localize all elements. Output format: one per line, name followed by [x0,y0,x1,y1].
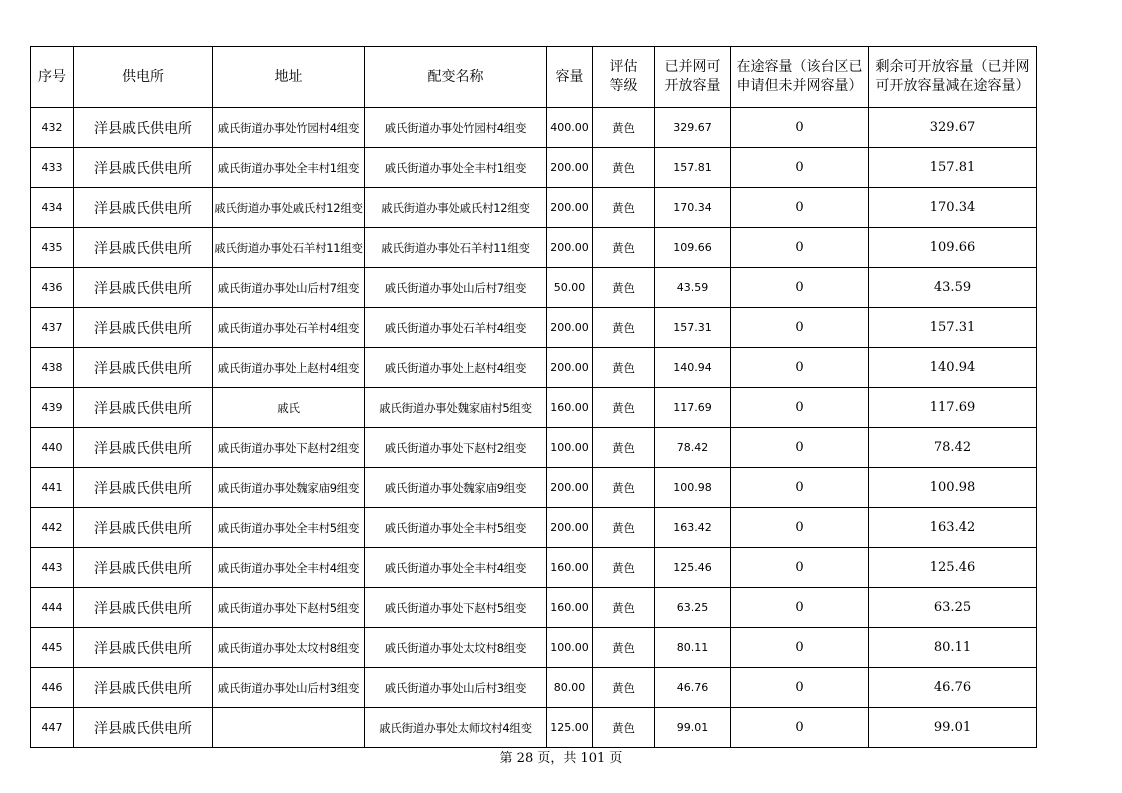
table-row [31,188,1037,228]
table-row [31,228,1037,268]
cell-remaining: 46.76 [869,668,1037,708]
cell-remaining: 163.42 [869,508,1037,548]
cell-capacity: 100.00 [547,428,593,468]
header-address: 地址 [213,47,365,108]
cell-index: 432 [31,108,74,148]
cell-transformer: 戚氏街道办事处山后村7组变 [365,268,547,308]
cell-capacity: 200.00 [547,468,593,508]
cell-in-transit: 0 [731,468,869,508]
table-row [31,428,1037,468]
cell-address: 戚氏街道办事处上赵村4组变 [213,348,365,388]
cell-address: 戚氏街道办事处下赵村5组变 [213,588,365,628]
cell-open-capacity: 125.46 [655,548,731,588]
cell-in-transit: 0 [731,388,869,428]
cell-supplier: 洋县戚氏供电所 [74,668,213,708]
cell-transformer: 戚氏街道办事处上赵村4组变 [365,348,547,388]
cell-remaining: 63.25 [869,588,1037,628]
cell-remaining: 140.94 [869,348,1037,388]
cell-supplier: 洋县戚氏供电所 [74,708,213,748]
cell-level: 黄色 [593,508,655,548]
cell-in-transit: 0 [731,308,869,348]
cell-transformer: 戚氏街道办事处下赵村2组变 [365,428,547,468]
cell-level: 黄色 [593,228,655,268]
cell-index: 443 [31,548,74,588]
cell-supplier: 洋县戚氏供电所 [74,548,213,588]
cell-in-transit: 0 [731,508,869,548]
cell-level: 黄色 [593,428,655,468]
cell-supplier: 洋县戚氏供电所 [74,308,213,348]
table-row [31,268,1037,308]
cell-address: 戚氏街道办事处全丰村4组变 [213,548,365,588]
cell-index: 445 [31,628,74,668]
table-row [31,468,1037,508]
cell-capacity: 50.00 [547,268,593,308]
cell-address: 戚氏街道办事处山后村3组变 [213,668,365,708]
cell-level: 黄色 [593,148,655,188]
cell-index: 442 [31,508,74,548]
cell-in-transit: 0 [731,108,869,148]
cell-in-transit: 0 [731,588,869,628]
cell-capacity: 200.00 [547,308,593,348]
cell-remaining: 109.66 [869,228,1037,268]
cell-remaining: 43.59 [869,268,1037,308]
cell-transformer: 戚氏街道办事处石羊村4组变 [365,308,547,348]
cell-index: 447 [31,708,74,748]
header-in-transit: 在途容量（该台区已申请但未并网容量） [731,47,869,108]
cell-index: 434 [31,188,74,228]
cell-index: 444 [31,588,74,628]
cell-address [213,708,365,748]
header-capacity: 容量 [547,47,593,108]
cell-open-capacity: 99.01 [655,708,731,748]
cell-level: 黄色 [593,628,655,668]
cell-remaining: 157.31 [869,308,1037,348]
cell-transformer: 戚氏街道办事处全丰村5组变 [365,508,547,548]
cell-supplier: 洋县戚氏供电所 [74,508,213,548]
cell-capacity: 125.00 [547,708,593,748]
cell-open-capacity: 78.42 [655,428,731,468]
table-row [31,548,1037,588]
cell-transformer: 戚氏街道办事处全丰村4组变 [365,548,547,588]
cell-address: 戚氏街道办事处戚氏村12组变 [213,188,365,228]
cell-open-capacity: 170.34 [655,188,731,228]
cell-in-transit: 0 [731,188,869,228]
cell-open-capacity: 43.59 [655,268,731,308]
cell-open-capacity: 100.98 [655,468,731,508]
table-row [31,108,1037,148]
cell-supplier: 洋县戚氏供电所 [74,108,213,148]
cell-open-capacity: 109.66 [655,228,731,268]
cell-remaining: 157.81 [869,148,1037,188]
table-row [31,508,1037,548]
cell-capacity: 200.00 [547,148,593,188]
cell-supplier: 洋县戚氏供电所 [74,348,213,388]
cell-supplier: 洋县戚氏供电所 [74,228,213,268]
cell-capacity: 200.00 [547,508,593,548]
header-supplier: 供电所 [74,47,213,108]
cell-index: 436 [31,268,74,308]
table-row [31,388,1037,428]
cell-supplier: 洋县戚氏供电所 [74,468,213,508]
cell-level: 黄色 [593,188,655,228]
cell-open-capacity: 329.67 [655,108,731,148]
cell-open-capacity: 157.81 [655,148,731,188]
header-level: 评估等级 [593,47,655,108]
cell-transformer: 戚氏街道办事处山后村3组变 [365,668,547,708]
cell-level: 黄色 [593,268,655,308]
cell-index: 433 [31,148,74,188]
cell-index: 435 [31,228,74,268]
cell-in-transit: 0 [731,628,869,668]
cell-level: 黄色 [593,348,655,388]
cell-remaining: 78.42 [869,428,1037,468]
cell-supplier: 洋县戚氏供电所 [74,188,213,228]
cell-open-capacity: 80.11 [655,628,731,668]
cell-level: 黄色 [593,388,655,428]
cell-in-transit: 0 [731,708,869,748]
header-row [31,47,1037,108]
cell-index: 441 [31,468,74,508]
cell-in-transit: 0 [731,268,869,308]
cell-transformer: 戚氏街道办事处戚氏村12组变 [365,188,547,228]
table-row [31,148,1037,188]
page-footer: 第 28 页，共 101 页 [499,751,623,766]
cell-transformer: 戚氏街道办事处魏家庙9组变 [365,468,547,508]
cell-capacity: 80.00 [547,668,593,708]
table-row [31,588,1037,628]
cell-supplier: 洋县戚氏供电所 [74,628,213,668]
header-index: 序号 [31,47,74,108]
cell-index: 446 [31,668,74,708]
cell-address: 戚氏街道办事处下赵村2组变 [213,428,365,468]
cell-transformer: 戚氏街道办事处下赵村5组变 [365,588,547,628]
cell-level: 黄色 [593,548,655,588]
cell-in-transit: 0 [731,348,869,388]
cell-remaining: 99.01 [869,708,1037,748]
cell-level: 黄色 [593,588,655,628]
cell-capacity: 160.00 [547,588,593,628]
table-row [31,348,1037,388]
cell-capacity: 200.00 [547,348,593,388]
cell-address: 戚氏街道办事处石羊村11组变 [213,228,365,268]
cell-capacity: 160.00 [547,548,593,588]
cell-open-capacity: 140.94 [655,348,731,388]
cell-address: 戚氏街道办事处竹园村4组变 [213,108,365,148]
cell-open-capacity: 46.76 [655,668,731,708]
cell-open-capacity: 63.25 [655,588,731,628]
cell-capacity: 200.00 [547,188,593,228]
table-row [31,628,1037,668]
cell-in-transit: 0 [731,148,869,188]
cell-in-transit: 0 [731,668,869,708]
header-open-capacity: 已并网可开放容量 [655,47,731,108]
table-body [31,108,1037,748]
cell-level: 黄色 [593,668,655,708]
cell-index: 438 [31,348,74,388]
cell-in-transit: 0 [731,548,869,588]
cell-supplier: 洋县戚氏供电所 [74,428,213,468]
cell-capacity: 400.00 [547,108,593,148]
cell-remaining: 329.67 [869,108,1037,148]
cell-address: 戚氏街道办事处全丰村5组变 [213,508,365,548]
cell-address: 戚氏街道办事处太坟村8组变 [213,628,365,668]
cell-open-capacity: 157.31 [655,308,731,348]
cell-transformer: 戚氏街道办事处太坟村8组变 [365,628,547,668]
table-row [31,308,1037,348]
cell-transformer: 戚氏街道办事处竹园村4组变 [365,108,547,148]
cell-open-capacity: 117.69 [655,388,731,428]
cell-open-capacity: 163.42 [655,508,731,548]
cell-index: 437 [31,308,74,348]
header-transformer: 配变名称 [365,47,547,108]
cell-index: 440 [31,428,74,468]
cell-supplier: 洋县戚氏供电所 [74,148,213,188]
cell-level: 黄色 [593,308,655,348]
cell-capacity: 200.00 [547,228,593,268]
cell-supplier: 洋县戚氏供电所 [74,388,213,428]
table-row [31,708,1037,748]
cell-transformer: 戚氏街道办事处全丰村1组变 [365,148,547,188]
cell-level: 黄色 [593,468,655,508]
cell-address: 戚氏街道办事处魏家庙9组变 [213,468,365,508]
cell-address: 戚氏 [213,388,365,428]
cell-supplier: 洋县戚氏供电所 [74,268,213,308]
cell-remaining: 80.11 [869,628,1037,668]
table-row [31,668,1037,708]
cell-level: 黄色 [593,108,655,148]
cell-in-transit: 0 [731,428,869,468]
cell-transformer: 戚氏街道办事处魏家庙村5组变 [365,388,547,428]
cell-level: 黄色 [593,708,655,748]
cell-remaining: 100.98 [869,468,1037,508]
cell-address: 戚氏街道办事处全丰村1组变 [213,148,365,188]
cell-remaining: 125.46 [869,548,1037,588]
cell-remaining: 170.34 [869,188,1037,228]
cell-capacity: 160.00 [547,388,593,428]
cell-remaining: 117.69 [869,388,1037,428]
header-remaining: 剩余可开放容量（已并网可开放容量减在途容量） [869,47,1037,108]
cell-in-transit: 0 [731,228,869,268]
capacity-table [30,46,1037,748]
cell-address: 戚氏街道办事处山后村7组变 [213,268,365,308]
cell-transformer: 戚氏街道办事处太师坟村4组变 [365,708,547,748]
cell-supplier: 洋县戚氏供电所 [74,588,213,628]
cell-transformer: 戚氏街道办事处石羊村11组变 [365,228,547,268]
cell-capacity: 100.00 [547,628,593,668]
cell-address: 戚氏街道办事处石羊村4组变 [213,308,365,348]
cell-index: 439 [31,388,74,428]
